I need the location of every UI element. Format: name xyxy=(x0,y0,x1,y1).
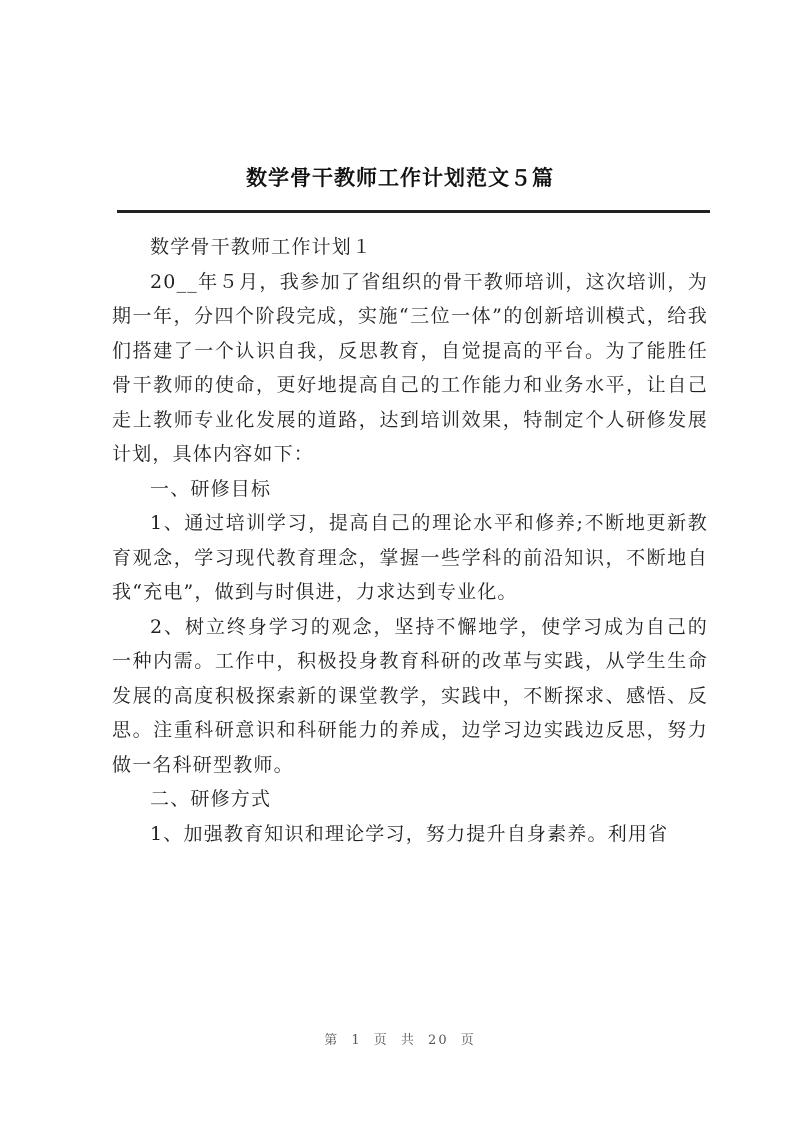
title-divider xyxy=(117,210,710,213)
section-heading-goals: 一、研修目标 xyxy=(150,477,272,500)
document-body xyxy=(112,230,708,851)
section-heading-plan-1: 数学骨干教师工作计划１ xyxy=(150,236,373,258)
section-heading-methods: 二、研修方式 xyxy=(150,788,272,810)
page-footer: 第 1 页 共 20 页 xyxy=(324,1033,476,1048)
intro-paragraph: 20__年５月，我参加了省组织的骨干教师培训，这次培训，为期一年，分四个阶段完成，实施“三位一体”的创新培训模式，给我们搭建了一个认识自我，反思教育，自觉提高的平台。为了能胜任骨干教师的使命，更好地提高自己的工作能力和业务水平，让自己走上教师专业化发展的道路，达到培训效果，特制定个人研修发展计划，具体内容如下： xyxy=(112,270,708,465)
goal-paragraph-1: 1、通过培训学习，提高自己的理论水平和修养;不断地更新教育观念，学习现代教育理念，掌握一些学科的前沿知识，不断地自我“充电”，做到与时俱进，力求达到专业化。 xyxy=(112,512,708,603)
method-paragraph-1: 1、加强教育知识和理论学习，努力提升自身素养。利用省 xyxy=(150,822,669,845)
document-title: 数学骨干教师工作计划范文５篇 xyxy=(246,166,554,190)
goal-paragraph-2: 2、树立终身学习的观念，坚持不懈地学，使学习成为自己的一种内需。工作中，积极投身教育科研的改革与实践，从学生生命发展的高度积极探索新的课堂教学，实践中，不断探求、感悟、反思。注重科研意识和科研能力的养成，边学习边实践边反思，努力做一名科研型教师。 xyxy=(112,615,708,776)
